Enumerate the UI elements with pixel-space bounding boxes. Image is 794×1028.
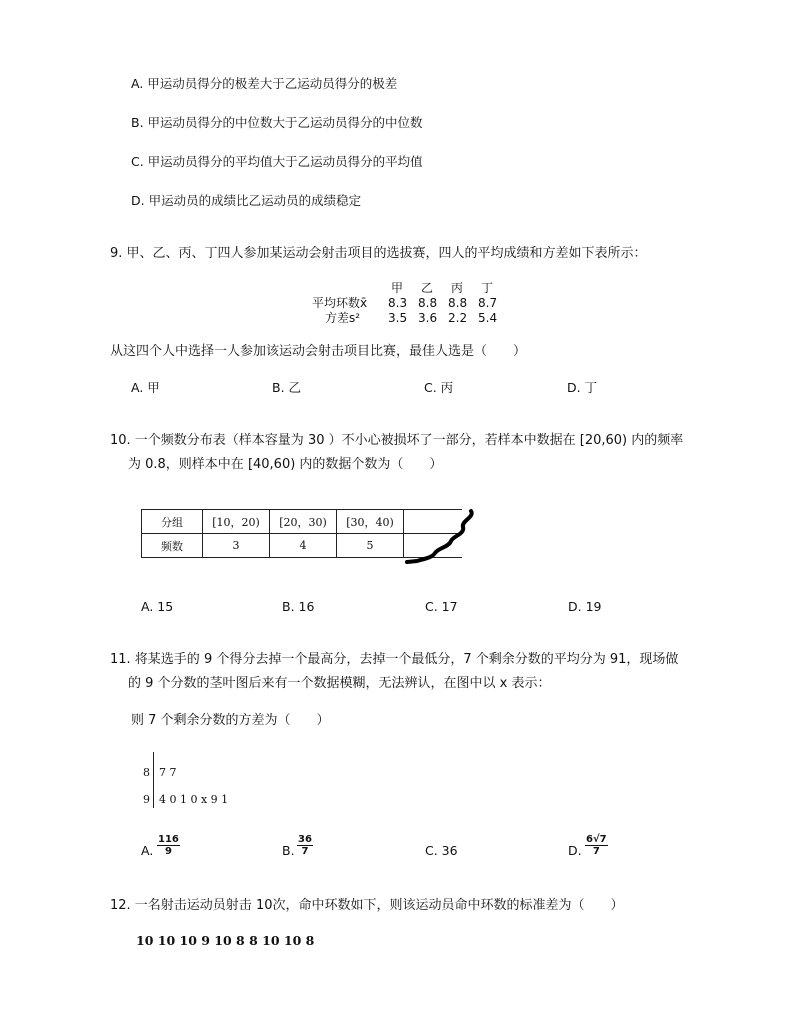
q8-option-a: A. 甲运动员得分的极差大于乙运动员得分的极差 (131, 76, 398, 91)
q9-cell: 5.4 (478, 311, 498, 325)
q9-cell: 8.7 (478, 296, 498, 310)
q9-header: 甲 (391, 281, 404, 295)
q11-question: 则 7 个剩余分数的方差为（ ） (131, 713, 330, 728)
q10-row-label: 频数 (142, 534, 203, 558)
q9-header: 乙 (421, 281, 434, 295)
q10-option-b: B. 16 (282, 599, 315, 614)
q9-stem: 9. 甲、乙、丙、丁四人参加某运动会射击项目的选拔赛，四人的平均成绩和方差如下表所示： (110, 246, 647, 261)
q10-option-c: C. 17 (425, 599, 458, 614)
stem-leaf-divider (153, 752, 154, 808)
q10-option-a: A. 15 (141, 599, 174, 614)
q12-stem: 12. 一名射击运动员射击 10次，命中环数如下，则该运动员命中环数的标准差为（ ） (110, 898, 624, 913)
q9-option-c: C. 丙 (424, 380, 454, 395)
q9-cell: 8.3 (388, 296, 408, 310)
q10-count-cell: 3 (203, 534, 270, 558)
q9-option-b: B. 乙 (272, 380, 302, 395)
q10-row-label: 分组 (142, 510, 203, 534)
q10-option-d: D. 19 (568, 599, 602, 614)
q10-stem-line1: 10. 一个频数分布表（样本容量为 30 ）不小心被损坏了一部分，若样本中数据在 [20,60) 内的频率 (110, 433, 684, 448)
q11-stem-line2: 的 9 个分数的茎叶图后来有一个数据模糊，无法辨认，在图中以 x 表示： (128, 676, 551, 691)
q8-option-d: D. 甲运动员的成绩比乙运动员的成绩稳定 (131, 193, 362, 208)
q12-data: 10 10 10 9 10 8 8 10 10 8 (136, 933, 315, 948)
q10-count-cell: 4 (270, 534, 337, 558)
q11-option-a-label: A. (141, 843, 154, 858)
q9-question: 从这四个人中选择一人参加该运动会射击项目比赛，最佳人选是（ ） (110, 344, 527, 359)
q8-option-b: B. 甲运动员得分的中位数大于乙运动员得分的中位数 (131, 115, 423, 130)
q11-option-b-label: B. (282, 843, 295, 858)
q9-cell: 8.8 (418, 296, 438, 310)
q8-option-c: C. 甲运动员得分的平均值大于乙运动员得分的平均值 (131, 154, 423, 169)
q9-header: 丙 (451, 281, 464, 295)
leaves: 7 7 (159, 766, 177, 779)
q9-row-label-variance: 方差s² (325, 311, 361, 325)
q9-header: 丁 (481, 281, 494, 295)
q9-cell: 2.2 (448, 311, 468, 325)
torn-edge-icon (405, 507, 477, 565)
q10-group-cell: [30，40) (337, 510, 404, 534)
q9-option-a: A. 甲 (131, 380, 160, 395)
q11-option-b-fraction: $\frac{36}{7}$ (298, 834, 312, 857)
q10-count-cell: 5 (337, 534, 404, 558)
q11-option-d-fraction: $\frac{6√7}{7}$ (586, 834, 607, 857)
q10-stem-line2: 为 0.8，则样本中在 [40,60) 内的数据个数为（ ） (128, 457, 443, 472)
q10-group-cell: [20，30) (270, 510, 337, 534)
stem: 8 (143, 766, 150, 779)
q10-group-cell: [10，20) (203, 510, 270, 534)
q11-option-c: C. 36 (425, 843, 458, 858)
q9-row-label-mean: 平均环数x̄ (312, 296, 368, 310)
stem: 9 (143, 793, 150, 806)
q9-cell: 8.8 (448, 296, 468, 310)
q11-stem-line1: 11. 将某选手的 9 个得分去掉一个最高分，去掉一个最低分，7 个剩余分数的平均分为 91，现场做 (110, 652, 679, 667)
q11-option-a-fraction: $\frac{116}{9}$ (158, 834, 179, 857)
leaves: 4 0 1 0 x 9 1 (159, 793, 229, 806)
q9-cell: 3.6 (418, 311, 438, 325)
q9-option-d: D. 丁 (567, 380, 598, 395)
q9-cell: 3.5 (388, 311, 408, 325)
q11-option-d-label: D. (568, 843, 582, 858)
